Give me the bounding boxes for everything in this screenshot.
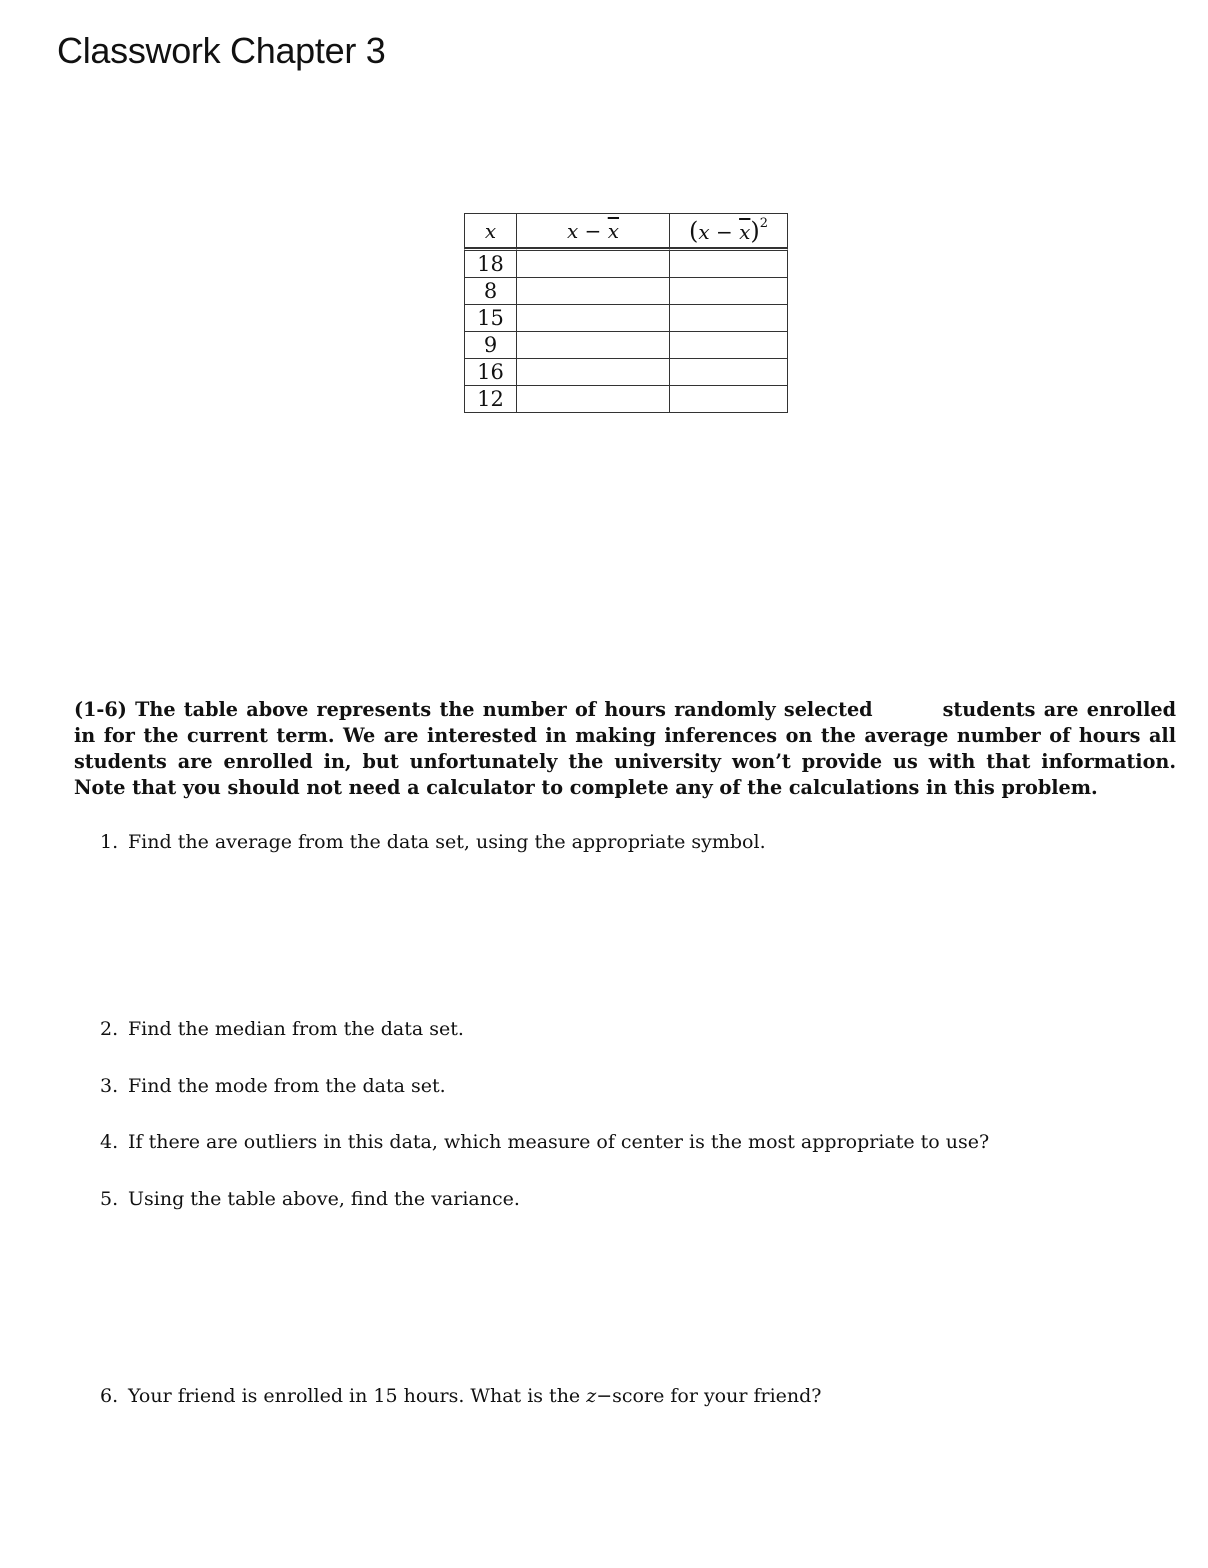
question-number: 6. xyxy=(100,1385,119,1407)
cell-x: 18 xyxy=(464,248,516,277)
question-number: 4. xyxy=(100,1131,119,1153)
question-text: If there are outliers in this data, which measure of center is the most appropriate to use? xyxy=(128,1131,990,1153)
question-number: 5. xyxy=(100,1188,119,1210)
cell-deviation xyxy=(516,277,669,304)
z-symbol: z xyxy=(586,1385,597,1407)
question-1 xyxy=(100,829,766,855)
question-text: Using the table above, find the variance. xyxy=(128,1188,520,1210)
table-row xyxy=(464,304,788,331)
cell-squared-deviation xyxy=(669,331,788,358)
table-row xyxy=(464,277,788,304)
question-text: Find the average from the data set, using the appropriate symbol. xyxy=(128,831,766,853)
cell-x: 15 xyxy=(464,304,516,331)
cell-deviation xyxy=(516,248,669,277)
cell-x: 8 xyxy=(464,277,516,304)
question-5 xyxy=(100,1186,520,1212)
header-deviation: $x - \overline{x}$ xyxy=(516,213,669,248)
xbar-symbol: $\overline{x}$ xyxy=(739,219,751,244)
header-x xyxy=(464,213,516,248)
question-2 xyxy=(100,1016,464,1042)
question-6 xyxy=(100,1383,822,1409)
problem-prompt xyxy=(74,697,1176,801)
question-text: Find the mode from the data set. xyxy=(128,1075,446,1097)
table-row xyxy=(464,385,788,413)
table-header-row xyxy=(464,213,788,248)
header-squared-deviation: $(x - \overline{x})^2$ xyxy=(669,213,788,248)
header-x-label: x xyxy=(484,218,497,243)
cell-deviation xyxy=(516,331,669,358)
cell-deviation xyxy=(516,385,669,413)
header-exponent: 2 xyxy=(759,215,769,231)
cell-x: 9 xyxy=(464,331,516,358)
prompt-part2: students are enrolled in for the current term. We are interested in making inferences on the average number of hours all students are enrolled in, but unfortunately the university won’t provide us with that information. Note that you should not need a calculator to complete any of the calculations in this problem. xyxy=(74,698,1177,799)
question-text-before: Your friend is enrolled in 15 hours. What is the xyxy=(128,1385,587,1407)
question-number: 2. xyxy=(100,1018,119,1040)
data-table xyxy=(464,213,788,413)
cell-squared-deviation xyxy=(669,304,788,331)
page-title: Classwork Chapter 3 xyxy=(57,30,386,71)
cell-x: 12 xyxy=(464,385,516,413)
question-4 xyxy=(100,1129,989,1155)
prompt-part1: (1-6) The table above represents the number of hours randomly selected xyxy=(74,698,873,721)
question-number: 3. xyxy=(100,1075,119,1097)
cell-squared-deviation xyxy=(669,385,788,413)
question-number: 1. xyxy=(100,831,119,853)
table-row xyxy=(464,331,788,358)
xbar-symbol: $\overline{x}$ xyxy=(607,218,620,243)
cell-deviation xyxy=(516,304,669,331)
cell-deviation xyxy=(516,358,669,385)
table-row xyxy=(464,248,788,277)
cell-x: 16 xyxy=(464,358,516,385)
cell-squared-deviation xyxy=(669,277,788,304)
question-text: Find the median from the data set. xyxy=(128,1018,464,1040)
cell-squared-deviation xyxy=(669,248,788,277)
table-row xyxy=(464,358,788,385)
question-text-after: −score for your friend? xyxy=(596,1385,822,1407)
question-3 xyxy=(100,1073,446,1099)
cell-squared-deviation xyxy=(669,358,788,385)
